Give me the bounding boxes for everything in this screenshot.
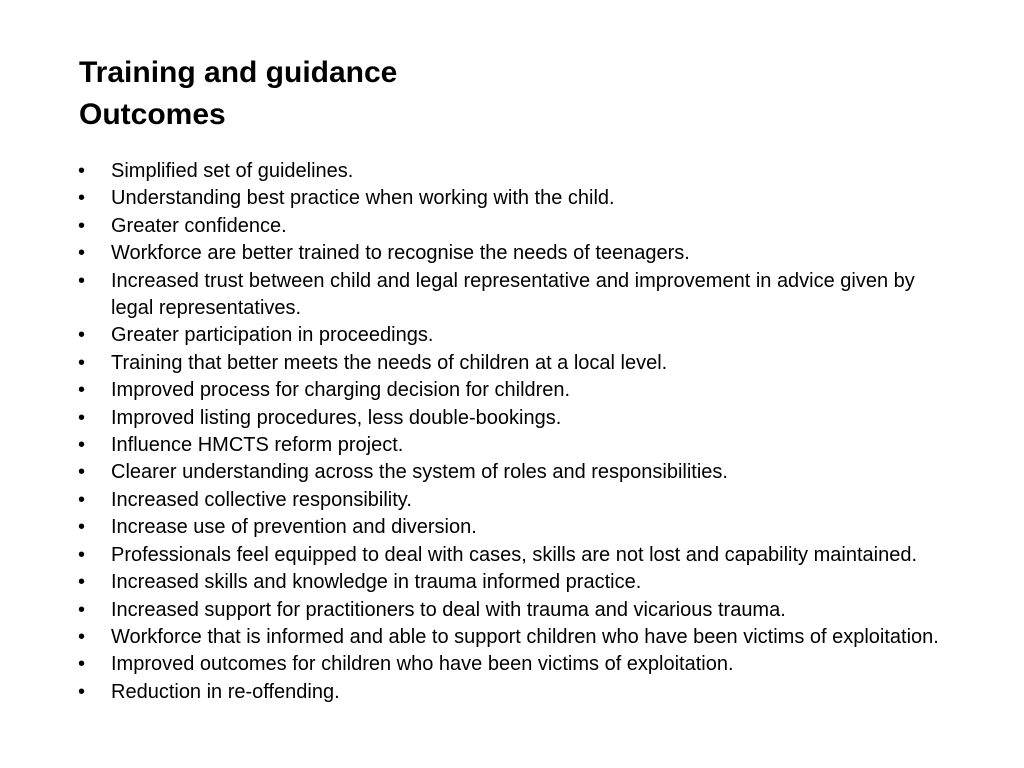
bullet-icon: •: [78, 461, 86, 484]
list-item-text: Workforce are better trained to recognise the needs of teenagers.: [111, 242, 690, 265]
list-item-text: Reduction in re-offending.: [111, 680, 340, 703]
list-item: [78, 487, 958, 514]
list-item: [78, 679, 958, 706]
bullet-icon: •: [78, 187, 86, 210]
bullet-icon: •: [78, 571, 86, 594]
list-item: [78, 651, 958, 678]
bullet-icon: •: [78, 543, 86, 566]
list-item-text: Increased skills and knowledge in trauma informed practice.: [111, 571, 642, 594]
list-item: [78, 597, 958, 624]
bullet-icon: •: [78, 598, 86, 621]
list-item-text: Improved process for charging decision for children.: [111, 379, 571, 402]
outcomes-list: [78, 158, 958, 706]
title-line-1: Training and guidance: [79, 56, 398, 89]
list-item: [78, 322, 958, 349]
bullet-icon: •: [78, 351, 86, 374]
bullet-icon: •: [78, 653, 86, 676]
list-item-text: Influence HMCTS reform project.: [111, 434, 404, 457]
list-item: [78, 158, 958, 185]
bullet-icon: •: [78, 680, 86, 703]
list-item: [78, 377, 958, 404]
list-item-text: Understanding best practice when working with the child.: [111, 187, 615, 210]
bullet-icon: •: [78, 379, 86, 402]
list-item: [78, 213, 958, 240]
bullet-icon: •: [78, 242, 86, 265]
list-item-text: Clearer understanding across the system of roles and responsibilities.: [111, 461, 728, 484]
list-item-text: Professionals feel equipped to deal with cases, skills are not lost and capability maintained.: [111, 543, 918, 566]
list-item: [78, 268, 958, 323]
bullet-icon: •: [78, 625, 86, 648]
list-item: [78, 624, 958, 651]
list-item: [78, 569, 958, 596]
list-item: [78, 350, 958, 377]
list-item: [78, 542, 958, 569]
list-item-text: Improved outcomes for children who have been victims of exploitation.: [111, 653, 734, 676]
list-item: [78, 185, 958, 212]
list-item-text: Greater participation in proceedings.: [111, 324, 434, 347]
list-item: [78, 405, 958, 432]
bullet-icon: •: [78, 324, 86, 347]
list-item: [78, 514, 958, 541]
list-item-text: Greater confidence.: [111, 214, 287, 237]
bullet-icon: •: [78, 488, 86, 511]
slide-title: [79, 52, 397, 136]
bullet-icon: •: [78, 434, 86, 457]
bullet-icon: •: [78, 214, 86, 237]
bullet-icon: •: [78, 516, 86, 539]
bullet-icon: •: [78, 160, 86, 182]
bullet-icon: •: [78, 269, 86, 292]
list-item-text: Training that better meets the needs of children at a local level.: [111, 351, 668, 374]
list-item: [78, 459, 958, 486]
list-item: [78, 240, 958, 267]
list-item-text: Increased collective responsibility.: [111, 488, 412, 511]
list-item-text: Simplified set of guidelines.: [111, 160, 354, 182]
list-item: [78, 432, 958, 459]
list-item-text: Increased trust between child and legal representative and improvement in advice given by legal representatives.: [111, 269, 915, 320]
list-item-text: Increased support for practitioners to deal with trauma and vicarious trauma.: [111, 598, 786, 621]
list-item-text: Workforce that is informed and able to support children who have been victims of exploitation.: [111, 625, 939, 648]
list-item-text: Increase use of prevention and diversion.: [111, 516, 477, 539]
list-item-text: Improved listing procedures, less double-bookings.: [111, 406, 562, 429]
title-line-2: Outcomes: [79, 98, 226, 131]
bullet-icon: •: [78, 406, 86, 429]
